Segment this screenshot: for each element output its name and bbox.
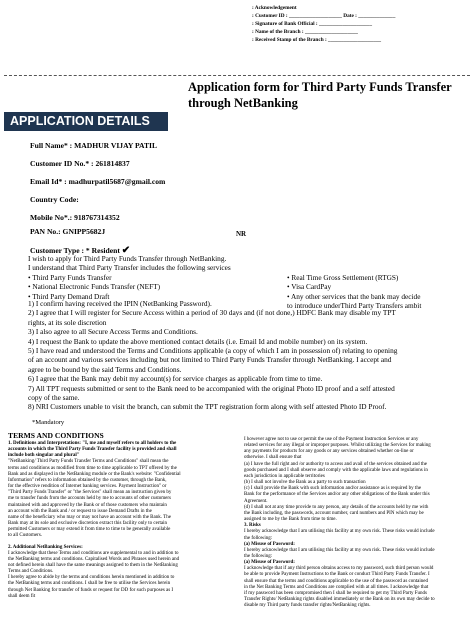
section-banner: APPLICATION DETAILS xyxy=(4,112,168,131)
form-title xyxy=(188,79,452,111)
declaration-line: 2) I agree that I will register for Secure Access within a period of 30 days and (if not done,) HDFC Bank may disable my TPT xyxy=(28,308,396,318)
terms-left-column xyxy=(8,441,228,600)
terms-line: I hereby acknowledge that I am utilising this facility at my own risk. These risks would include xyxy=(244,529,435,535)
terms-line: 1. Definitions and Interpretations: "I, me and myself refers to all holders to the xyxy=(8,441,177,446)
full-name-field: Full Name* : MADHUR VIJAY PATIL xyxy=(30,141,158,150)
terms-line: (d) I shall not at any time provide to any person, any details of the accounts held by me with xyxy=(244,504,429,510)
declaration-line: 8) NRI Customers unable to visit the branch, can submit the TPT registration form along with self attested Photo ID Proof. xyxy=(28,402,387,412)
terms-line: (a) I have the full right and /or authority to access and avail of the services obtained and the xyxy=(244,461,427,467)
terms-line: for the effective rendition of Internet banking services. Payment Instruction" or xyxy=(8,484,167,490)
service-item: • Visa CardPay xyxy=(287,282,332,292)
intro-text xyxy=(28,254,231,301)
terms-line: disable my Third party funds transfer rights/NetBanking rights. xyxy=(244,603,371,609)
service-item: • Third Party Demand Draft xyxy=(28,291,110,301)
cut-line-divider xyxy=(4,75,470,76)
terms-line: "NetBanking/ Third Party Funds Transfer Terms and Conditions" shall mean the xyxy=(8,459,169,465)
pan-field: PAN No.: GNIPP5682J xyxy=(30,227,106,236)
declaration-line: of an account and various services including but not limited to Third Party Funds Transfer through NetBanking. I accept and xyxy=(28,355,392,365)
nr-option: NR xyxy=(236,230,247,238)
ack-line: : Customer ID : ____________________ Date : ______________ xyxy=(252,13,396,19)
terms-line: terms and conditions as modified from time to time applicable to TPT offered by the xyxy=(8,465,177,471)
terms-line: Bank for the performance of the Services and/or any other obligations of the Bank under this xyxy=(244,492,430,498)
terms-line: permitted Customers or may extend it from time to time to be generally available xyxy=(8,527,171,533)
terms-line: I hereby agree to abide by the terms and conditions herein mentioned in addition to xyxy=(8,575,175,581)
terms-line: me to transfer funds from the accounts held by me to accounts of other customers xyxy=(8,496,172,502)
terms-line: (c) I shall provide the Bank with such information and/or assistance as is required by the xyxy=(244,486,422,492)
ack-line: : Acknowledgement xyxy=(252,5,297,11)
ack-line: : Signature of Bank Official : ____________________ xyxy=(252,21,372,27)
declaration-line: copy of the same. xyxy=(28,393,80,403)
terms-line: the following: xyxy=(244,553,273,559)
terms-line: accounts in which the Third Party Funds Transfer facility is provided and shall xyxy=(8,447,177,453)
country-code-field: Country Code: xyxy=(30,195,79,204)
mandatory-note: *Mandatory xyxy=(32,419,65,426)
terms-line: each jurisdiction in applicable territories xyxy=(244,473,325,479)
terms-line: 2. Additional NetBanking Services: xyxy=(8,544,83,550)
ack-line: : Received Stamp of the Branch : ____________________ xyxy=(252,37,382,43)
terms-line: assigned to me by the Bank from time to time. xyxy=(244,517,337,523)
declaration-line: 7) All TPT requests submitted or sent to the Bank need to be accompanied with the original Photo ID proof and a self attested xyxy=(28,383,395,393)
declaration-line: 1) I confirm having received the IPIN (NetBanking Password). xyxy=(28,299,212,308)
terms-line: I acknowledge that if any third person obtains access to my password, such third person would xyxy=(244,566,434,572)
service-item: to introduce underThird Party Transfers ambit xyxy=(287,301,422,311)
terms-line: Bank may at its sole and exclusive discretion extract this facility only to certain xyxy=(8,521,167,527)
declaration-line: 5) I have read and understood the Terms and Conditions applicable (a copy of which I am in possession of) relating to opening xyxy=(28,346,398,356)
terms-line: the NetBanking terms and conditions. Capitalised Words and Phrases used herein and xyxy=(8,556,180,562)
terms-line: include both singular and plural" xyxy=(8,453,80,459)
ack-line: : Name of the Branch : ____________________ xyxy=(252,29,358,35)
acknowledgement-block xyxy=(252,4,395,44)
customer-type-label: Customer Type : * Resident xyxy=(30,246,120,255)
terms-line: Transfer Rights/ NetBanking rights disabled immediately or the Bank on its own may decide to xyxy=(244,597,435,603)
terms-line: (b) I shall not involve the Bank as a party to such transaction xyxy=(244,480,366,486)
terms-heading: TERMS AND CONDITIONS xyxy=(8,431,104,440)
customer-id-field: Customer ID No.* : 261814837 xyxy=(30,159,130,168)
form-title-line2: through NetBanking xyxy=(188,96,298,110)
declaration-line: agree to be bound by the said Terms and Conditions. xyxy=(28,364,182,374)
terms-line: goods purchased and I shall observe and comply with the applicable laws and regulations in xyxy=(244,467,428,473)
check-mark-icon: ✔ xyxy=(121,245,131,256)
terms-line: Information" refers to information obtained by the customer, through the Bank, xyxy=(8,477,167,483)
terms-line: name of the beneficiary who may or may not have an account with the Bank. The xyxy=(8,514,171,520)
terms-line: an account with the Bank and / or request to issue Demand Drafts in the xyxy=(8,508,152,514)
terms-line: not defined herein shall have the same meanings assigned to them in the NetBanking xyxy=(8,562,178,568)
terms-line: 3. Risks xyxy=(244,523,261,529)
service-item: • National Electronic Funds Transfer (NEFT) xyxy=(28,282,161,292)
intro-line: I wish to apply for Third Party Funds Transfer through NetBanking. xyxy=(28,254,227,263)
terms-line: Bank and as displayed in the NetBanking module or the Bank's website: "Confidential xyxy=(8,471,181,477)
email-field: Email Id* : madhurpatil5687@gmail.com xyxy=(30,177,166,186)
terms-line: shall deem fit xyxy=(8,593,36,599)
terms-line: Agreement. xyxy=(244,498,268,504)
mobile-field: Mobile No*.: 918767314352 xyxy=(30,213,120,222)
terms-line: the NetBanking terms and conditions. I shall be free to utilise the Services herein xyxy=(8,581,171,587)
terms-line: the Bank including, the passwords, account number, card numbers and PIN which may be xyxy=(244,510,424,516)
declaration-line: rights, at its sole discretion xyxy=(28,317,107,327)
terms-line: related services for any illegal or improper purposes. Whilst utilizing the Services for making xyxy=(244,443,431,449)
terms-line: (a) Misuse of Password: xyxy=(244,560,295,566)
service-item: • Any other services that the bank may decide xyxy=(287,291,421,301)
declarations-list xyxy=(28,299,397,412)
terms-line: I hereby acknowledge that I am utilising this facility at my own risk. These risks would include xyxy=(244,547,435,553)
terms-line: I acknowledge that these Terms and conditions are supplemental to and in addition to xyxy=(8,550,179,556)
terms-line: in the Net Banking Terms and Conditions are complied with at all times. I acknowledge that xyxy=(244,584,429,590)
terms-line: "Third Party Funds Transfer" or "the Services" shall mean an instruction given by xyxy=(8,490,172,496)
terms-line: maintained with and approved by the Bank or of those customers who maintain xyxy=(8,502,167,508)
terms-line: through Net Banking for transfer of funds or request for DD for such purposes as I xyxy=(8,587,174,593)
terms-line: the following: xyxy=(244,535,273,541)
terms-line: if my password has been compromised then I shall be required to get my Third Party Funds xyxy=(244,590,427,596)
terms-line: (a) Misuse of Password: xyxy=(244,541,295,547)
terms-line: shall ensure that the terms and conditions applicable to the use of the password as contained xyxy=(244,578,428,584)
terms-line: otherwise. I shall ensure that xyxy=(244,455,302,461)
service-item: • Third Party Funds Transfer xyxy=(28,272,112,282)
service-item: • Real Time Gross Settlement (RTGS) xyxy=(287,273,399,282)
intro-line: I understand that Third Party Transfer includes the following services xyxy=(28,263,231,273)
declaration-line: 6) I agree that the Bank may debit my account(s) for service charges as applicable from time to time. xyxy=(28,374,323,384)
terms-line: I however agree not to use or permit the use of the Payment Instruction Services or any xyxy=(244,437,419,442)
terms-line: any payments for products for any goods or any services obtained whether on-line or xyxy=(244,449,414,455)
terms-line: Terms and Conditions. xyxy=(8,569,54,575)
terms-line: be able to provide Payment Instructions to the Bank or conduct Third Party Funds Transfer. I xyxy=(244,572,430,578)
declaration-line: 4) I request the Bank to update the above mentioned contact details (i.e. Email Id and mobile number) on its system. xyxy=(28,336,368,346)
terms-line: to all Customers. xyxy=(8,533,43,539)
declaration-line: 3) I also agree to all Secure Access Terms and Conditions. xyxy=(28,327,198,337)
terms-right-column xyxy=(244,437,464,609)
form-title-line1: Application form for Third Party Funds Transfer xyxy=(188,80,452,94)
